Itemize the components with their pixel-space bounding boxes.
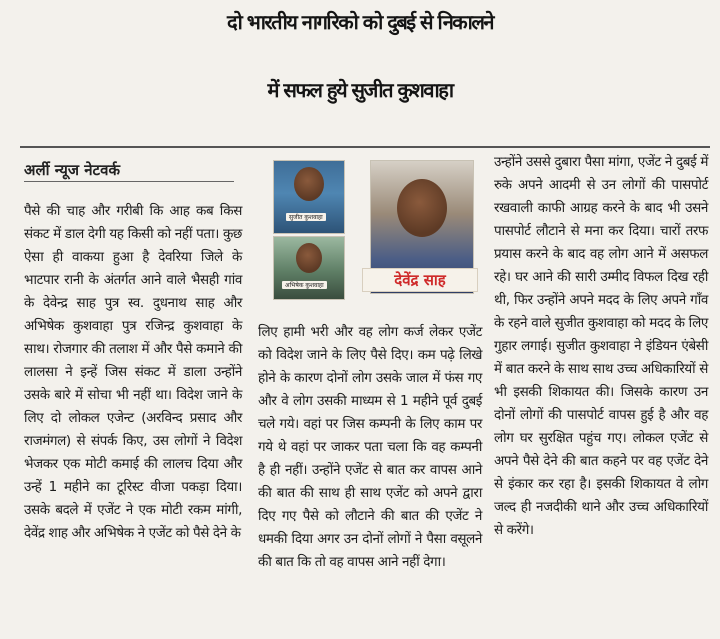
article-column-2 xyxy=(258,321,482,574)
byline-underline xyxy=(24,181,234,182)
article-column-3 xyxy=(494,151,708,542)
photo-caption-sujit: सुजीत कुशवाहा xyxy=(286,213,326,221)
headline-divider xyxy=(20,146,710,148)
face-shape xyxy=(294,167,324,201)
photo-abhishek xyxy=(273,236,345,300)
photo-sujit xyxy=(273,160,345,234)
column-2-text: लिए हामी भरी और वह लोग कर्ज लेकर एजेंट को विदेश जाने के लिए पैसे दिए। कम पढ़े लिखे होने के कारण दोनों लोग उसके जाल में फंस गए और वे लोग उसकी माध्यम से 1 महीने पूर्व दुबई चले गये। वहां पर जिस कम्पनी के लिए काम पर गये थे वहां पर जाकर पता चला कि वह कम्पनी है ही नहीं। उन्होंने एजेंट से बात कर वापस आने की बात की साथ ही साथ एजेंट को अपने द्वारा दिए गए पैसे को लौटाने की बात की एजेंट ने धमकी दिया अगर उन दोनों लोगों ने पैसा वसूलने की बात कि तो वह वापस आने नहीं देगा। xyxy=(258,324,482,570)
headline-line-1: दो भारतीय नागरिको को दुबई से निकालने xyxy=(226,10,494,34)
column-1-text: पैसे की चाह और गरीबी कि आह कब किस संकट में डाल देगी यह किसी को नहीं पता। कुछ ऐसा ही वाकया हुआ है देवरिया जिले के भाटपार रानी के अंतर्गत आने वाले भैसही गांव के देवेन्द्र साह पुत्र स्व. दुधनाथ साह और अभिषेक कुशवाहा पुत्र रजिन्द्र कुशवाहा के साथ। रोजगार की तलाश में और पैसे कमाने की लालसा ने इन्हें जिस संकट में डाला उन्होंने उसके बारे में सोचा भी नहीं था। विदेश जाने के लिए दो लोकल एजेन्ट (अरविन्द प्रसाद और राजमंगल) से संपर्क किए, उस लोगों ने विदेश भेजकर एक मोटी कमाई की लालच दिया और उन्हें 1 महीने का टूरिस्ट वीजा पकड़ा दिया। उसके बदले में एजेंट ने एक मोटी रकम मांगी, देवेंद्र शाह और अभिषेक ने एजेंट को पैसे देने के xyxy=(24,203,242,541)
photo-name-tag: देवेंद्र साह xyxy=(362,268,478,292)
face-shape xyxy=(296,243,322,273)
column-3-text: उन्होंने उससे दुबारा पैसा मांगा, एजेंट ने दुबई में रुके अपने आदमी से उन लोगों की पासपोर्ट रखवाली काफी आग्रह करने के बाद भी उसने पासपोर्ट लौटाने से मना कर दिया। चारों तरफ प्रयास करने के बाद वह लोग आने में असफल रहे। घर आने की सारी उम्मीद विफल दिख रही थी, फिर उन्होंने अपने मदद के लिए अपने गाँव के रहने वाले सुजीत कुशवाहा को मदद के लिए गुहार लगाई। सुजीत कुशवाहा ने इंडियन एंबेसी में बात करने के साथ साथ उच्च अधिकारियों से भी इसकी शिकायत की। जिसके कारण उन दोनों लोगों की पासपोर्ट वापस हुई है और वह लोग घर सुरक्षित पहुंच गए। लोकल एजेंट से अपने पैसे देने की बात कहने पर वह एजेंट देने से इंकार कर रहा है। इसकी शिकायत वे लोग जल्द ही नजदीकी थाने और उच्च अधिकारियों से करेंगे। xyxy=(494,154,708,538)
byline: अर्ली न्यूज नेटवर्क xyxy=(24,161,120,179)
article-column-1 xyxy=(24,200,242,545)
photo-caption-abhishek: अभिषेक कुशवाहा xyxy=(282,281,327,289)
headline-line-2: में सफल हुये सुजीत कुशवाहा xyxy=(267,78,453,102)
face-shape xyxy=(397,179,447,237)
